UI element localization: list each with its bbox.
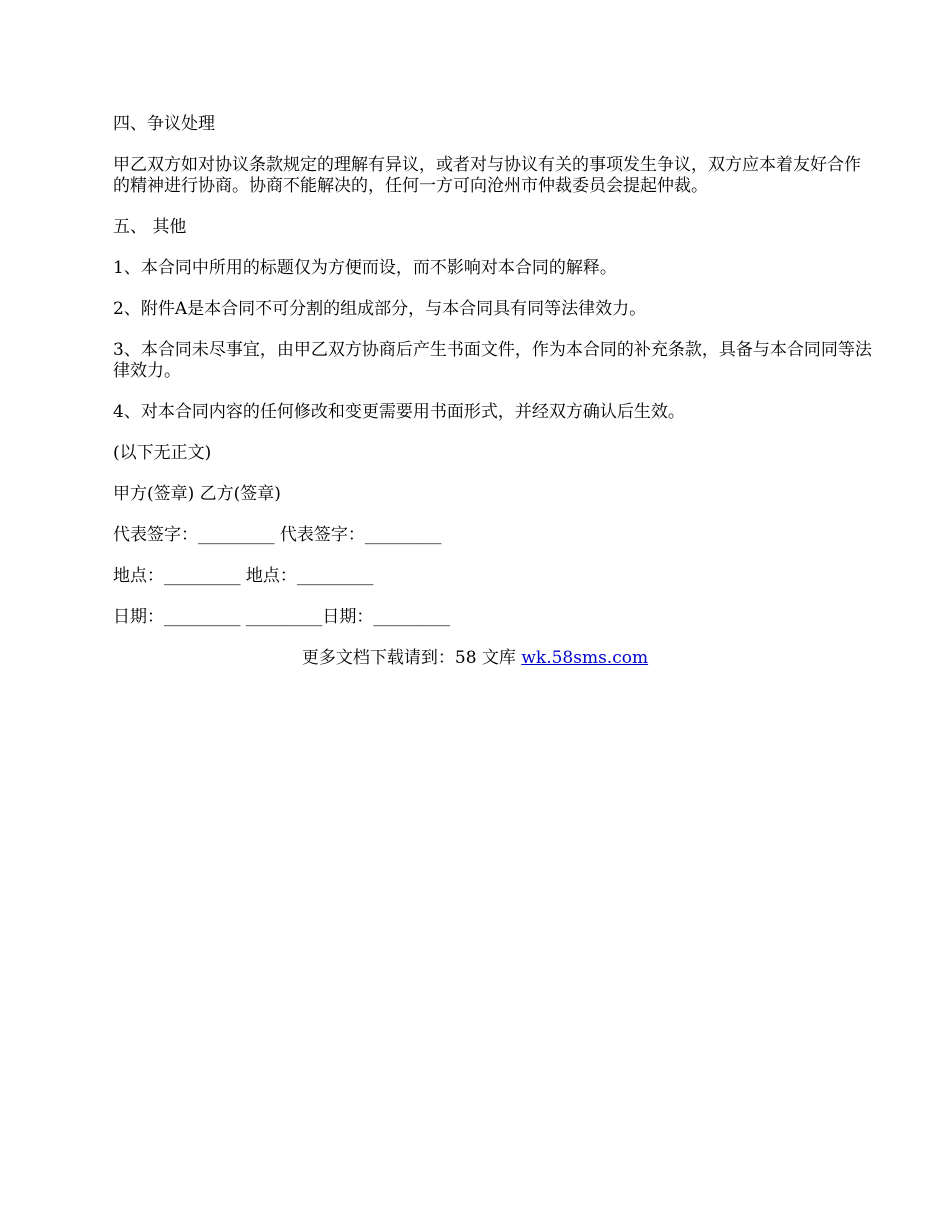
download-footer — [0, 648, 950, 669]
representative-signature-line: 代表签字：_________ 代表签字：_________ — [113, 525, 442, 545]
footer-website-link[interactable]: wk.58sms.com — [521, 648, 649, 668]
clause-2: 2、附件A是本合同不可分割的组成部分，与本合同具有同等法律效力。 — [113, 299, 647, 319]
section-heading-dispute: 四、争议处理 — [113, 114, 215, 134]
section-heading-other: 五、 其他 — [113, 217, 187, 237]
paragraph-dispute-text: 甲乙双方如对协议条款规定的理解有异议，或者对与协议有关的事项发生争议，双方应本着友好合作的精神进行协商。协商不能解决的，任何一方可向沧州市仲裁委员会提起仲裁。 — [113, 155, 861, 196]
document-body — [113, 114, 873, 648]
location-line: 地点：_________ 地点：_________ — [113, 566, 374, 586]
signature-parties-line: 甲方(签章) 乙方(签章) — [113, 484, 281, 504]
no-further-text-note: (以下无正文) — [113, 443, 212, 463]
date-line: 日期：_________ _________日期：_________ — [113, 607, 450, 627]
clause-3: 3、本合同未尽事宜，由甲乙双方协商后产生书面文件，作为本合同的补充条款，具备与本合同同等法律效力。 — [113, 340, 872, 381]
clause-4: 4、对本合同内容的任何修改和变更需要用书面形式，并经双方确认后生效。 — [113, 402, 685, 422]
clause-1: 1、本合同中所用的标题仅为方便而设，而不影响对本合同的解释。 — [113, 258, 617, 278]
footer-prefix-text: 更多文档下载请到：58 文库 — [301, 648, 522, 668]
